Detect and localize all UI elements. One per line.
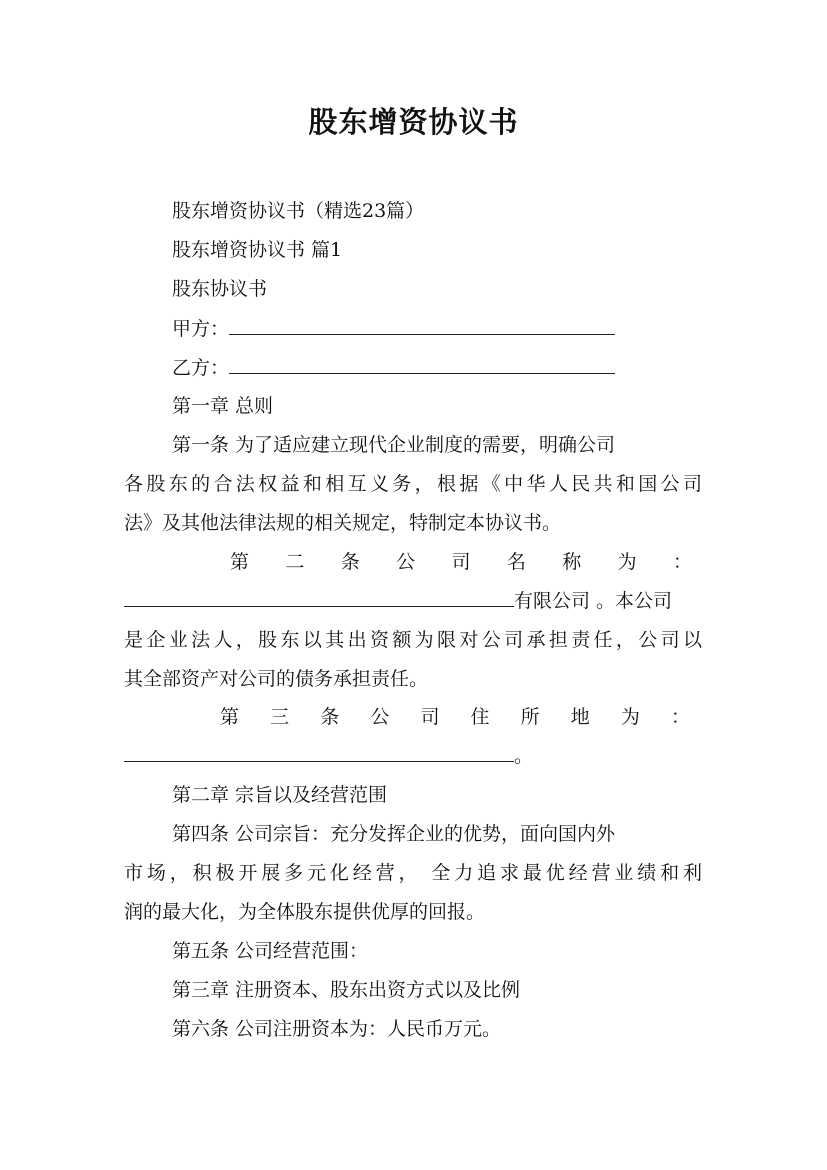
party-a-line <box>172 316 750 342</box>
article-2-line-1: 第 二 条 公 司 名 称 为 ： <box>230 551 692 573</box>
article-6-line: 第六条 公司注册资本为：人民币万元。 <box>172 1018 502 1040</box>
article-4-line-1: 第四条 公司宗旨：充分发挥企业的优势，面向国内外 <box>172 823 616 845</box>
article-1-line-2: 各股东的合法权益和相互义务，根据《中华人民共和国公司 <box>124 473 702 495</box>
agreement-heading: 股东协议书 <box>172 278 268 300</box>
chapter-1-heading: 第一章 总则 <box>172 395 274 417</box>
article-2-line-2 <box>124 588 702 614</box>
party-b-line <box>172 355 750 381</box>
article-4-line-2: 市场，积极开展多元化经营， 全力追求最优经营业绩和利 <box>124 862 702 884</box>
party-b-blank <box>229 355 615 374</box>
article-3-suffix: 。 <box>514 745 534 767</box>
chapter-2-heading: 第二章 宗旨以及经营范围 <box>172 784 388 806</box>
article-4-line-3: 润的最大化，为全体股东提供优厚的回报。 <box>124 901 486 923</box>
article-2-line-3: 是企业法人，股东以其出资额为限对公司承担责任，公司以 <box>124 629 702 651</box>
section-heading: 股东增资协议书 篇1 <box>172 239 343 261</box>
article-1-line-1: 第一条 为了适应建立现代企业制度的需要，明确公司 <box>172 434 616 456</box>
party-a-blank <box>229 316 615 335</box>
article-3-line-1: 第 三 条 公 司 住 所 地 为 ： <box>220 706 690 728</box>
article-1-line-3: 法》及其他法律法规的相关规定，特制定本协议书。 <box>124 512 562 534</box>
article-5-line: 第五条 公司经营范围： <box>172 940 369 962</box>
address-blank <box>124 743 514 762</box>
party-a-label: 甲方： <box>172 318 230 340</box>
article-2-line-4: 其全部资产对公司的债务承担责任。 <box>124 668 429 690</box>
document-title: 股东增资协议书 <box>308 105 519 139</box>
chapter-3-heading: 第三章 注册资本、股东出资方式以及比例 <box>172 979 521 1001</box>
party-b-label: 乙方： <box>172 357 230 379</box>
subtitle-line: 股东增资协议书（精选23篇） <box>172 200 425 222</box>
article-3-line-2 <box>124 743 702 769</box>
company-name-blank <box>124 588 514 607</box>
article-2-suffix: 有限公司 。本公司 <box>514 590 673 612</box>
